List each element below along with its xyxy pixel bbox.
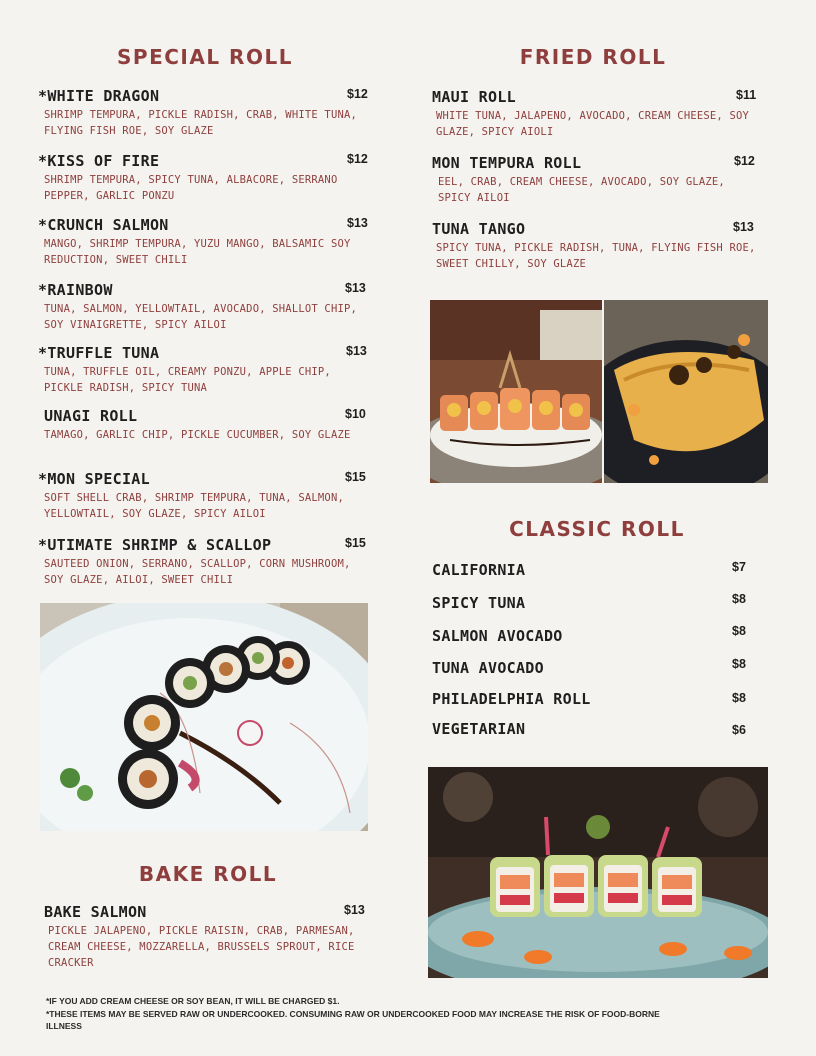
item-price: $13: [347, 216, 368, 230]
item-name: BAKE SALMON: [44, 903, 147, 921]
classic-item-name: CALIFORNIA: [432, 561, 526, 579]
classic-item-name: VEGETARIAN: [432, 720, 526, 738]
item-name: *CRUNCH SALMON: [38, 216, 169, 234]
classic-item-price: $8: [732, 624, 746, 638]
item-price: $15: [345, 470, 366, 484]
bake-roll-title: BAKE ROLL: [138, 862, 278, 886]
menu-item: [432, 154, 762, 206]
item-name: *KISS OF FIRE: [38, 152, 160, 170]
classic-item-price: $8: [732, 592, 746, 606]
classic-roll-photo: [428, 767, 768, 978]
item-price: $13: [346, 344, 367, 358]
classic-item-price: $8: [732, 657, 746, 671]
item-description: MANGO, SHRIMP TEMPURA, YUZU MANGO, BALSAMIC SOY REDUCTION, SWEET CHILI: [44, 238, 351, 266]
item-name: MAUI ROLL: [432, 88, 516, 106]
item-description: SOFT SHELL CRAB, SHRIMP TEMPURA, TUNA, SALMON, YELLOWTAIL, SOY GLAZE, SPICY AILOI: [44, 492, 344, 520]
item-name: *UTIMATE SHRIMP & SCALLOP: [38, 536, 272, 554]
menu-item: [38, 536, 368, 588]
item-price: $10: [345, 407, 366, 421]
item-description: SHRIMP TEMPURA, SPICY TUNA, ALBACORE, SERRANO PEPPER, GARLIC PONZU: [44, 174, 338, 202]
menu-item: [38, 87, 368, 139]
item-name: *WHITE DRAGON: [38, 87, 160, 105]
item-description: EEL, CRAB, CREAM CHEESE, AVOCADO, SOY GLAZE, SPICY AILOI: [438, 176, 725, 204]
item-name: *MON SPECIAL: [38, 470, 150, 488]
menu-item: [38, 903, 368, 971]
menu-item: [432, 88, 762, 140]
item-description: TUNA, SALMON, YELLOWTAIL, AVOCADO, SHALLOT CHIP, SOY VINAIGRETTE, SPICY AILOI: [44, 303, 358, 331]
classic-item-name: SALMON AVOCADO: [432, 627, 563, 645]
menu-item: [432, 220, 762, 272]
classic-roll-title: CLASSIC ROLL: [509, 517, 685, 541]
footnote-raw-food-warning: *THESE ITEMS MAY BE SERVED RAW OR UNDERCOOKED. CONSUMING RAW OR UNDERCOOKED FOOD MAY INCREASE THE RISK OF FOOD-BORNE ILLNESS: [46, 1009, 660, 1031]
tempura-roll-photo: [604, 300, 768, 483]
menu-item: [38, 281, 368, 333]
menu-item: [38, 216, 368, 268]
classic-item-name: TUNA AVOCADO: [432, 659, 544, 677]
item-description: TUNA, TRUFFLE OIL, CREAMY PONZU, APPLE CHIP, PICKLE RADISH, SPICY TUNA: [44, 366, 331, 394]
classic-item-price: $6: [732, 723, 746, 737]
item-price: $11: [736, 88, 757, 102]
footnote-cream-cheese: *IF YOU ADD CREAM CHEESE OR SOY BEAN, IT WILL BE CHARGED $1.: [46, 996, 340, 1006]
item-name: *TRUFFLE TUNA: [38, 344, 160, 362]
item-price: $13: [344, 903, 365, 917]
classic-item-price: $8: [732, 691, 746, 705]
item-description: SAUTEED ONION, SERRANO, SCALLOP, CORN MUSHROOM, SOY GLAZE, AILOI, SWEET CHILI: [44, 558, 351, 586]
menu-item: [38, 344, 368, 396]
item-price: $13: [733, 220, 754, 234]
menu-item: [38, 152, 368, 204]
item-price: $12: [734, 154, 755, 168]
fried-roll-photo: [430, 300, 602, 483]
item-price: $15: [345, 536, 366, 550]
fried-roll-title: FRIED ROLL: [519, 45, 667, 69]
item-name: MON TEMPURA ROLL: [432, 154, 582, 172]
classic-item-price: $7: [732, 560, 746, 574]
menu-item: [38, 470, 368, 522]
item-name: UNAGI ROLL: [44, 407, 138, 425]
item-price: $12: [347, 87, 368, 101]
item-description: PICKLE JALAPENO, PICKLE RAISIN, CRAB, PARMESAN, CREAM CHEESE, MOZZARELLA, BRUSSELS SPROUT, RICE CRACKER: [48, 925, 355, 969]
item-price: $13: [345, 281, 366, 295]
item-description: WHITE TUNA, JALAPENO, AVOCADO, CREAM CHEESE, SOY GLAZE, SPICY AIOLI: [436, 110, 750, 138]
classic-item-name: SPICY TUNA: [432, 594, 526, 612]
item-description: SPICY TUNA, PICKLE RADISH, TUNA, FLYING FISH ROE, SWEET CHILLY, SOY GLAZE: [436, 242, 756, 270]
item-name: *RAINBOW: [38, 281, 113, 299]
item-description: SHRIMP TEMPURA, PICKLE RADISH, CRAB, WHITE TUNA, FLYING FISH ROE, SOY GLAZE: [44, 109, 358, 137]
menu-item: [38, 407, 368, 443]
item-price: $12: [347, 152, 368, 166]
special-roll-title: SPECIAL ROLL: [117, 45, 293, 69]
classic-item-name: PHILADELPHIA ROLL: [432, 690, 591, 708]
sushi-plate-photo: [40, 603, 368, 831]
item-description: TAMAGO, GARLIC CHIP, PICKLE CUCUMBER, SOY GLAZE: [44, 429, 351, 441]
item-name: TUNA TANGO: [432, 220, 526, 238]
